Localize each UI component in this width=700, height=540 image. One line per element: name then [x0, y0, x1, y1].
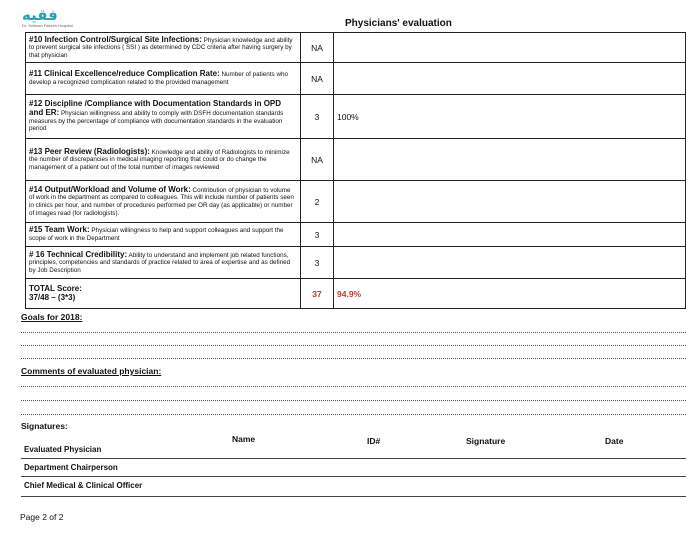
- score-cell: 3: [301, 247, 334, 279]
- criterion-cell: [26, 223, 301, 247]
- percentage-cell: 100%: [334, 95, 686, 139]
- criterion-title: #11 Clinical Excellence/reduce Complication Rate:: [29, 69, 220, 79]
- signature-line[interactable]: [21, 496, 686, 497]
- goals-line[interactable]: [21, 332, 686, 333]
- column-name: Name: [232, 434, 256, 444]
- criterion-description: Physician willingness to help and support colleagues and support the scope of work in the Department: [29, 227, 284, 242]
- total-percentage: 94.9%: [334, 279, 686, 309]
- percentage-cell: [334, 247, 686, 279]
- evaluation-table: [25, 32, 686, 309]
- criterion-description: Contribution of physician to volume of work in the department as compared to colleagues. This will include number of patients seen in clinics per hour, and number of procedures performed per OR day (as applicable) or number of images read (for radiologists).: [29, 186, 294, 217]
- criterion-description: Ability to understand and implement job related functions, principles, competencies and standards of practice related to area of expertise and as defined by Job Description: [29, 251, 291, 274]
- percentage-cell: [334, 33, 686, 63]
- criterion-cell: [26, 139, 301, 181]
- total-score: 37: [301, 279, 334, 309]
- signatures-label: Signatures:: [21, 421, 68, 431]
- score-cell: 3: [301, 223, 334, 247]
- signatory-evaluated-physician: Evaluated Physician: [24, 445, 102, 454]
- goals-line[interactable]: [21, 345, 686, 346]
- signatory-chief-medical-officer: Chief Medical & Clinical Officer: [24, 481, 143, 490]
- criterion-description: Physician knowledge and ability to prevent surgical site infections ( SSI ) as determined by CDC criteria after having surgery by that physician: [29, 36, 293, 59]
- signature-line[interactable]: [21, 476, 686, 477]
- column-id: ID#: [367, 436, 381, 446]
- score-cell: NA: [301, 33, 334, 63]
- percentage-cell: [334, 181, 686, 223]
- criterion-title: #15 Team Work:: [29, 225, 90, 235]
- criterion-cell: [26, 181, 301, 223]
- total-label: TOTAL Score:: [29, 283, 82, 293]
- criterion-title: #10 Infection Control/Surgical Site Infections:: [29, 34, 202, 44]
- criterion-cell: [26, 33, 301, 63]
- criterion-cell: [26, 247, 301, 279]
- column-signature: Signature: [466, 436, 506, 446]
- document-title: Physicians' evaluation: [345, 18, 452, 29]
- total-cell: [26, 279, 301, 309]
- goals-line[interactable]: [21, 358, 686, 359]
- score-cell: 2: [301, 181, 334, 223]
- signature-line[interactable]: [21, 458, 686, 459]
- table-row: [26, 223, 686, 247]
- total-row: [26, 279, 686, 309]
- table-row: [26, 139, 686, 181]
- table-row: [26, 33, 686, 63]
- criterion-title: # 16 Technical Credibility:: [29, 249, 128, 259]
- criterion-cell: [26, 95, 301, 139]
- percentage-cell: [334, 63, 686, 95]
- criterion-title: #13 Peer Review (Radiologists):: [29, 146, 150, 156]
- table-row: [26, 63, 686, 95]
- score-cell: NA: [301, 63, 334, 95]
- table-row: [26, 95, 686, 139]
- criterion-cell: [26, 63, 301, 95]
- comments-line[interactable]: [21, 386, 686, 387]
- score-cell: 3: [301, 95, 334, 139]
- criterion-title: #14 Output/Workload and Volume of Work:: [29, 184, 191, 194]
- goals-label: Goals for 2018:: [21, 312, 83, 322]
- criterion-title: #12 Discipline /Compliance with Documentation Standards in OPD and ER:: [29, 99, 282, 117]
- percentage-cell: [334, 223, 686, 247]
- comments-line[interactable]: [21, 414, 686, 415]
- logo-text: فقيه: [22, 6, 58, 24]
- comments-line[interactable]: [21, 400, 686, 401]
- total-formula: 37/48 – (3*3): [29, 292, 76, 302]
- column-date: Date: [605, 436, 624, 446]
- score-cell: NA: [301, 139, 334, 181]
- table-row: [26, 181, 686, 223]
- criterion-description: Number of patients who develop a recognized complication related to the provided management: [29, 71, 289, 86]
- criterion-description: Knowledge and ability of Radiologists to minimize the number of discrepancies in medical imaging reporting that could or do change the management of a patient out of the total number of images reviewed: [29, 148, 290, 171]
- logo-subtext: Dr. Soliman Fakeeh Hospital: [22, 23, 73, 28]
- hospital-logo: [22, 6, 82, 30]
- signatory-department-chairperson: Department Chairperson: [24, 463, 118, 472]
- table-row: [26, 247, 686, 279]
- percentage-cell: [334, 139, 686, 181]
- comments-label: Comments of evaluated physician:: [21, 366, 162, 376]
- page-number: Page 2 of 2: [20, 512, 64, 522]
- criterion-description: Physician willingness and ability to comply with DSFH documentation standards measures by the percentage of compliance with documentation standards in the evaluation period: [29, 109, 284, 133]
